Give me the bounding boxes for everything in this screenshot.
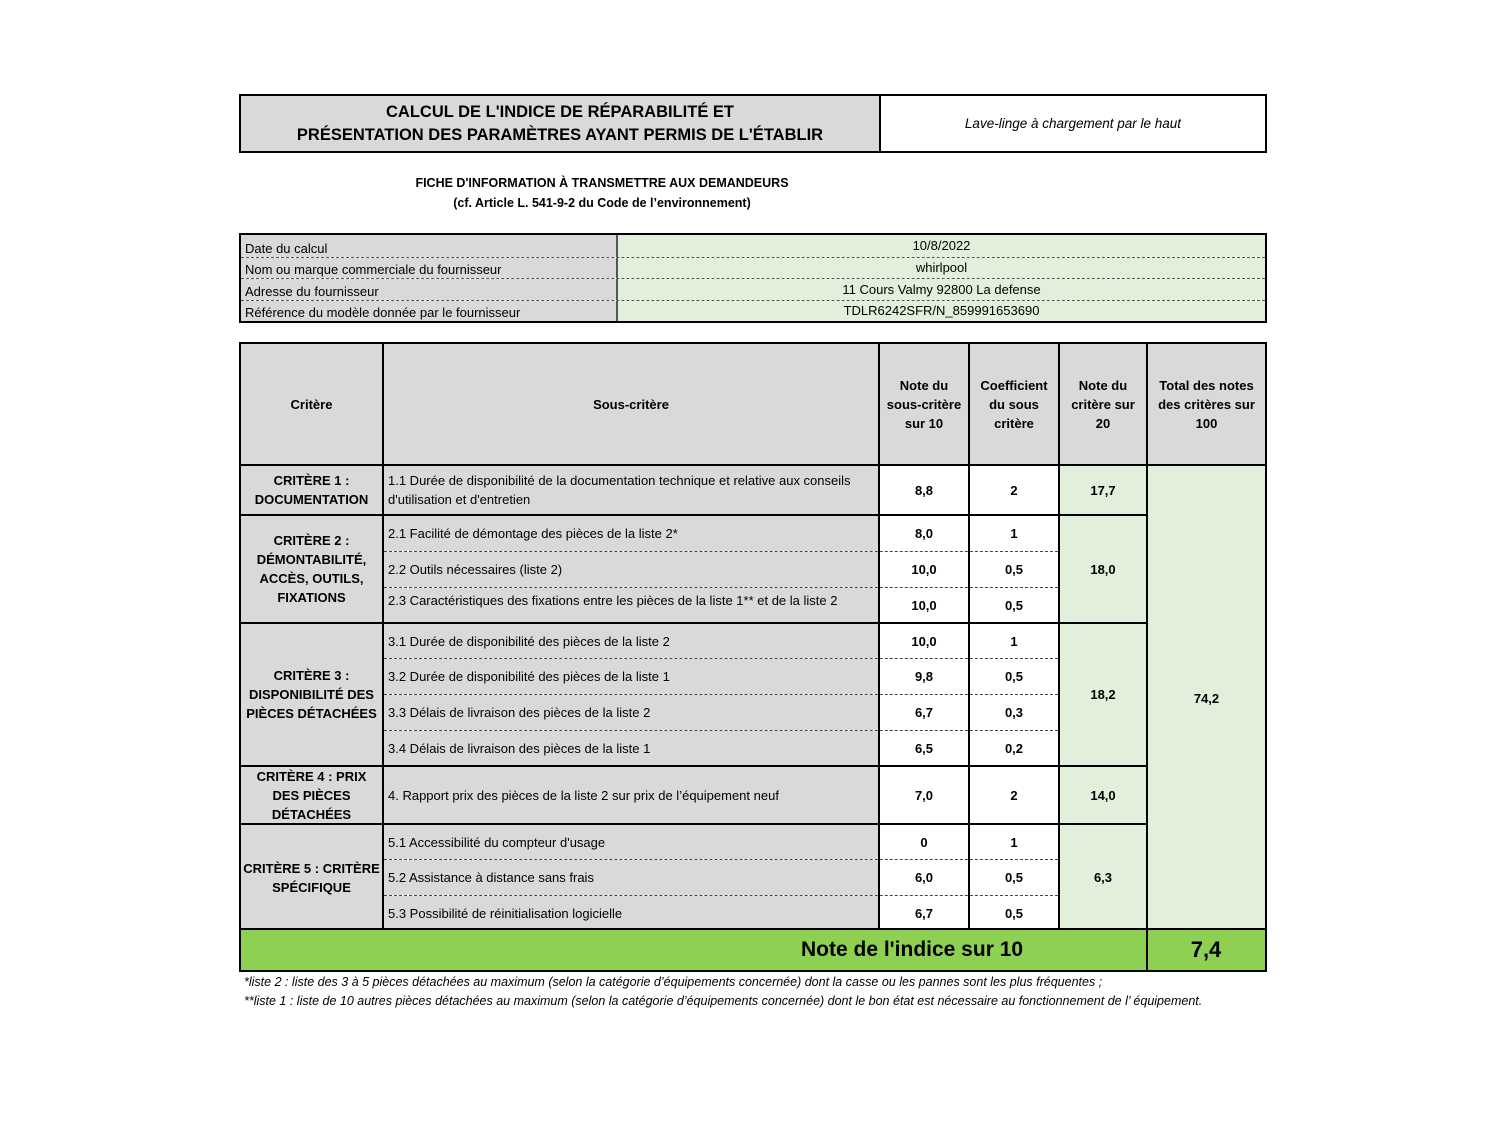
sub-criterion-5-1: 5.1 Accessibilité du compteur d'usage — [384, 825, 878, 859]
sub-note: 0 — [880, 825, 968, 859]
row-divider — [384, 895, 1058, 896]
title-line-1: CALCUL DE L'INDICE DE RÉPARABILITÉ ET — [386, 102, 734, 121]
row-divider — [384, 587, 1058, 588]
col-header-note-sous: Note du sous-critère sur 10 — [880, 344, 968, 464]
row-divider — [241, 464, 1265, 466]
info-label: Référence du modèle donnée par le fournisseur — [241, 301, 618, 322]
criterion-4-name: CRITÈRE 4 : PRIX DES PIÈCES DÉTACHÉES — [241, 767, 382, 823]
sub-criterion-4: 4. Rapport prix des pièces de la liste 2 sur prix de l’équipement neuf — [384, 767, 878, 823]
sub-coef: 0,5 — [970, 860, 1058, 895]
column-divider — [382, 344, 384, 930]
sub-note: 8,8 — [880, 466, 968, 514]
sub-note: 10,0 — [880, 552, 968, 587]
product-type: Lave-linge à chargement par le haut — [964, 116, 1182, 131]
col-header-sous-critere: Sous-critère — [384, 344, 878, 464]
sub-criterion-2-1: 2.1 Facilité de démontage des pièces de la liste 2* — [384, 516, 878, 551]
sub-criterion-5-2: 5.2 Assistance à distance sans frais — [384, 860, 878, 895]
sub-criterion-2-2: 2.2 Outils nécessaires (liste 2) — [384, 552, 878, 587]
info-row-reference — [241, 300, 1265, 322]
sub-coef: 0,5 — [970, 659, 1058, 694]
page-title — [241, 96, 881, 151]
info-label: Nom ou marque commerciale du fournisseur — [241, 258, 618, 279]
footnote-list-2: *liste 2 : liste des 3 à 5 pièces détachées au maximum (selon la catégorie d’équipements concernée) dont la casse ou les pannes sont les plus fréquentes ; — [244, 975, 1103, 989]
sub-criterion-3-4: 3.4 Délais de livraison des pièces de la liste 1 — [384, 731, 878, 765]
row-divider — [241, 823, 1146, 825]
sub-note: 10,0 — [880, 588, 968, 622]
sub-note: 6,5 — [880, 731, 968, 765]
footnote-list-1: **liste 1 : liste de 10 autres pièces détachées au maximum (selon la catégorie d’équipements concernée) dont le bon état est nécessaire au fonctionnement de l’ équipement. — [244, 994, 1203, 1008]
info-value: 11 Cours Valmy 92800 La defense — [618, 279, 1265, 300]
sub-note: 6,0 — [880, 860, 968, 895]
total-score-100: 74,2 — [1148, 466, 1265, 930]
sub-coef: 1 — [970, 516, 1058, 551]
col-header-note-critere: Note du critère sur 20 — [1060, 344, 1146, 464]
sub-note: 8,0 — [880, 516, 968, 551]
criterion-2-name: CRITÈRE 2 : DÉMONTABILITÉ, ACCÈS, OUTILS, FIXATIONS — [241, 516, 382, 622]
row-divider — [241, 765, 1146, 767]
sub-coef: 1 — [970, 825, 1058, 859]
scoring-table — [239, 342, 1267, 972]
row-divider — [384, 551, 1058, 552]
sub-note: 7,0 — [880, 767, 968, 823]
sub-criterion-2-3: 2.3 Caractéristiques des fixations entre les pièces de la liste 1** et de la liste 2 — [384, 588, 878, 622]
col-header-coef: Coefficient du sous critère — [970, 344, 1058, 464]
info-label: Date du calcul — [241, 235, 618, 257]
sub-criterion-5-3: 5.3 Possibilité de réinitialisation logicielle — [384, 896, 878, 930]
info-row-date — [241, 235, 1265, 257]
supplier-info-table — [239, 233, 1267, 323]
col-header-critere: Critère — [241, 344, 382, 464]
info-row-address — [241, 278, 1265, 300]
info-value: TDLR6242SFR/N_859991653690 — [618, 301, 1265, 322]
row-divider — [241, 514, 1146, 516]
info-value: 10/8/2022 — [618, 235, 1265, 257]
sub-note: 10,0 — [880, 624, 968, 658]
row-divider — [384, 859, 1058, 860]
sub-criterion-3-2: 3.2 Durée de disponibilité des pièces de la liste 1 — [384, 659, 878, 694]
criterion-5-name: CRITÈRE 5 : CRITÈRE SPÉCIFIQUE — [241, 825, 382, 930]
sub-coef: 2 — [970, 466, 1058, 514]
criterion-3-name: CRITÈRE 3 : DISPONIBILITÉ DES PIÈCES DÉTACHÉES — [241, 624, 382, 765]
info-label: Adresse du fournisseur — [241, 279, 618, 300]
subheader-line-2: (cf. Article L. 541-9-2 du Code de l’environnement) — [453, 196, 751, 210]
title-line-2: PRÉSENTATION DES PARAMÈTRES AYANT PERMIS DE L'ÉTABLIR — [296, 125, 824, 144]
sub-coef: 0,5 — [970, 552, 1058, 587]
criterion-5-score: 6,3 — [1060, 825, 1146, 930]
sub-note: 9,8 — [880, 659, 968, 694]
criterion-2-score: 18,0 — [1060, 516, 1146, 622]
column-divider — [1146, 344, 1148, 970]
sub-coef: 0,5 — [970, 588, 1058, 622]
sub-criterion-1-1: 1.1 Durée de disponibilité de la documentation technique et relative aux conseils d'utilisation et d'entretien — [384, 466, 878, 514]
sub-note: 6,7 — [880, 896, 968, 930]
column-divider — [878, 344, 880, 930]
header-box — [239, 94, 1267, 153]
sub-criterion-3-3: 3.3 Délais de livraison des pièces de la liste 2 — [384, 695, 878, 730]
sub-note: 6,7 — [880, 695, 968, 730]
criterion-3-score: 18,2 — [1060, 624, 1146, 765]
column-divider — [1058, 344, 1060, 930]
column-divider — [968, 344, 970, 930]
sub-coef: 2 — [970, 767, 1058, 823]
sub-criterion-3-1: 3.1 Durée de disponibilité des pièces de la liste 2 — [384, 624, 878, 658]
criterion-1-name: CRITÈRE 1 : DOCUMENTATION — [241, 466, 382, 514]
row-divider — [384, 658, 1058, 659]
sub-coef: 0,3 — [970, 695, 1058, 730]
sub-coef: 0,5 — [970, 896, 1058, 930]
criterion-4-score: 14,0 — [1060, 767, 1146, 823]
final-score-label: Note de l'indice sur 10 — [801, 938, 1024, 961]
final-score-value: 7,4 — [1190, 937, 1222, 962]
info-value: whirlpool — [618, 258, 1265, 279]
subheader-line-1: FICHE D'INFORMATION À TRANSMETTRE AUX DEMANDEURS — [415, 176, 789, 190]
info-row-brand — [241, 257, 1265, 279]
row-divider — [241, 622, 1146, 624]
criterion-1-score: 17,7 — [1060, 466, 1146, 514]
sub-coef: 1 — [970, 624, 1058, 658]
col-header-total: Total des notes des critères sur 100 — [1148, 344, 1265, 464]
row-divider — [384, 694, 1058, 695]
row-divider — [384, 730, 1058, 731]
sub-coef: 0,2 — [970, 731, 1058, 765]
